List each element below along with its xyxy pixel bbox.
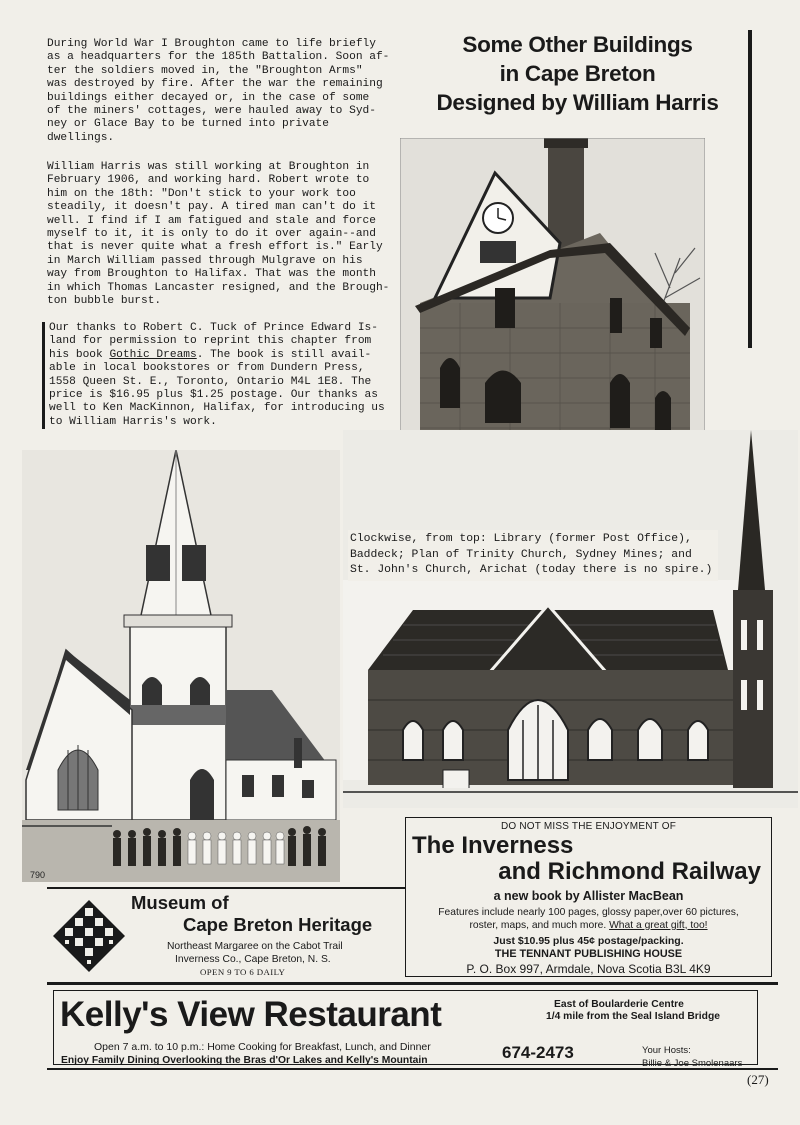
museum-location-line-2: Inverness Co., Cape Breton, N. S. [175,954,331,965]
museum-hours: OPEN 9 TO 6 DAILY [200,967,286,977]
restaurant-location-line-2: 1/4 mile from the Seal Island Bridge [546,1011,720,1022]
restaurant-hours: Open 7 a.m. to 10 p.m.: Home Cooking for Breakfast, Lunch, and Dinner [94,1041,431,1053]
article-paragraph-1: During World War I Broughton came to life briefly as a headquarters for the 185th Battalion. Soon af- ter the soldiers moved in, the "Broughton Arms" was destroyed by fire. After the war the remaining buildings either decayed or, in the case of some of the miners' cottages, were hauled away to Syd- ney or Glace Bay to be turned into private dwellings. [47,38,390,144]
st-johns-church-photo [22,450,340,882]
railway-ad-title-line-1: The Inverness [412,832,574,859]
trinity-church-illustration [343,430,798,808]
headline-line-1: Some Other Buildings [462,32,693,57]
restaurant-location-line-1: East of Boularderie Centre [554,999,684,1010]
headline-rule [748,30,752,348]
book-title: Gothic Dreams [109,348,197,361]
railway-ad-address: P. O. Box 997, Armdale, Nova Scotia B3L 4K9 [466,962,711,976]
railway-ad-features-line-2 [406,920,771,933]
railway-ad-gift: What a great gift, too! [609,919,708,931]
railway-ad-features [406,907,771,932]
credit-text-part1: Our thanks to Robert C. Tuck of Prince Edward Is- land for permission to reprint this chapter from his book [49,322,378,361]
photo-caption: Clockwise, from top: Library (former Post Office), Baddeck; Plan of Trinity Church, Sydney Mines; and St. John's Church, Arichat (today there is no spire.) [348,530,718,581]
restaurant-phone: 674-2473 [502,1043,574,1062]
railway-ad-features-text: roster, maps, and much more. [469,919,610,931]
photo-number: 790 [30,870,46,880]
sidebar-headline [410,30,745,117]
st-johns-church-illustration [22,450,340,882]
headline-line-2: in Cape Breton [499,61,656,86]
museum-ad-rule [47,887,405,889]
railway-ad-price: Just $10.95 plus 45¢ postage/packing. [493,935,684,947]
restaurant-hosts-label: Your Hosts: [642,1045,691,1056]
article-paragraph-2: William Harris was still working at Broughton in February 1906, and working hard. Robert wrote to him on the 18th: "Don't stick to your work too steadily, it doesn't pay. A tired man can't do it well. I find if I am fatigued and stale and force myself to it, it is only to do it over again--and that is never quite what a fresh effort is." Early in March William passed through Mulgrave on his way from Broughton to Halifax. That was the month in which Thomas Lancaster resigned, and the Brough- ton bubble burst. [47,161,390,308]
restaurant-hosts-names: Billie & Joe Smolenaars [642,1058,743,1069]
railway-ad-kicker: DO NOT MISS THE ENJOYMENT OF [500,821,677,832]
trinity-church-drawing [343,430,798,808]
museum-ad [47,890,405,978]
kellys-restaurant-ad [47,982,778,1070]
kellys-ad-frame [53,990,758,1069]
credit-text [49,322,401,429]
headline-line-3: Designed by William Harris [436,90,719,115]
railway-book-ad [405,817,772,977]
tartan-knot-logo [51,898,127,974]
railway-ad-features-line-1: Features include nearly 100 pages, glossy paper,over 60 pictures, [438,907,739,918]
railway-ad-publisher: THE TENNANT PUBLISHING HOUSE [494,948,683,960]
page-number: (27) [747,1072,769,1087]
restaurant-name: Kelly's View Restaurant [60,995,442,1034]
credit-note [42,322,400,429]
railway-ad-author: a new book by Allister MacBean [493,889,684,903]
museum-name-line-1: Museum of [131,892,229,913]
museum-name-line-2: Cape Breton Heritage [183,914,373,935]
credit-text-part2: . The book is still avail- able in local bookstores or from Dundern Press, 1558 Queen St. E., Toronto, Ontario M4L 1E8. The price is $16.95 plus $1.25 postage. Our thanks as well to Ken MacKinnon, Halifax, for introducing us to William Harris's work. [49,348,385,428]
railway-ad-title-line-2: and Richmond Railway [498,858,761,885]
museum-location-line-1: Northeast Margaree on the Cabot Trail [167,941,343,952]
restaurant-tagline: Enjoy Family Dining Overlooking the Bras d'Or Lakes and Kelly's Mountain [61,1055,428,1066]
